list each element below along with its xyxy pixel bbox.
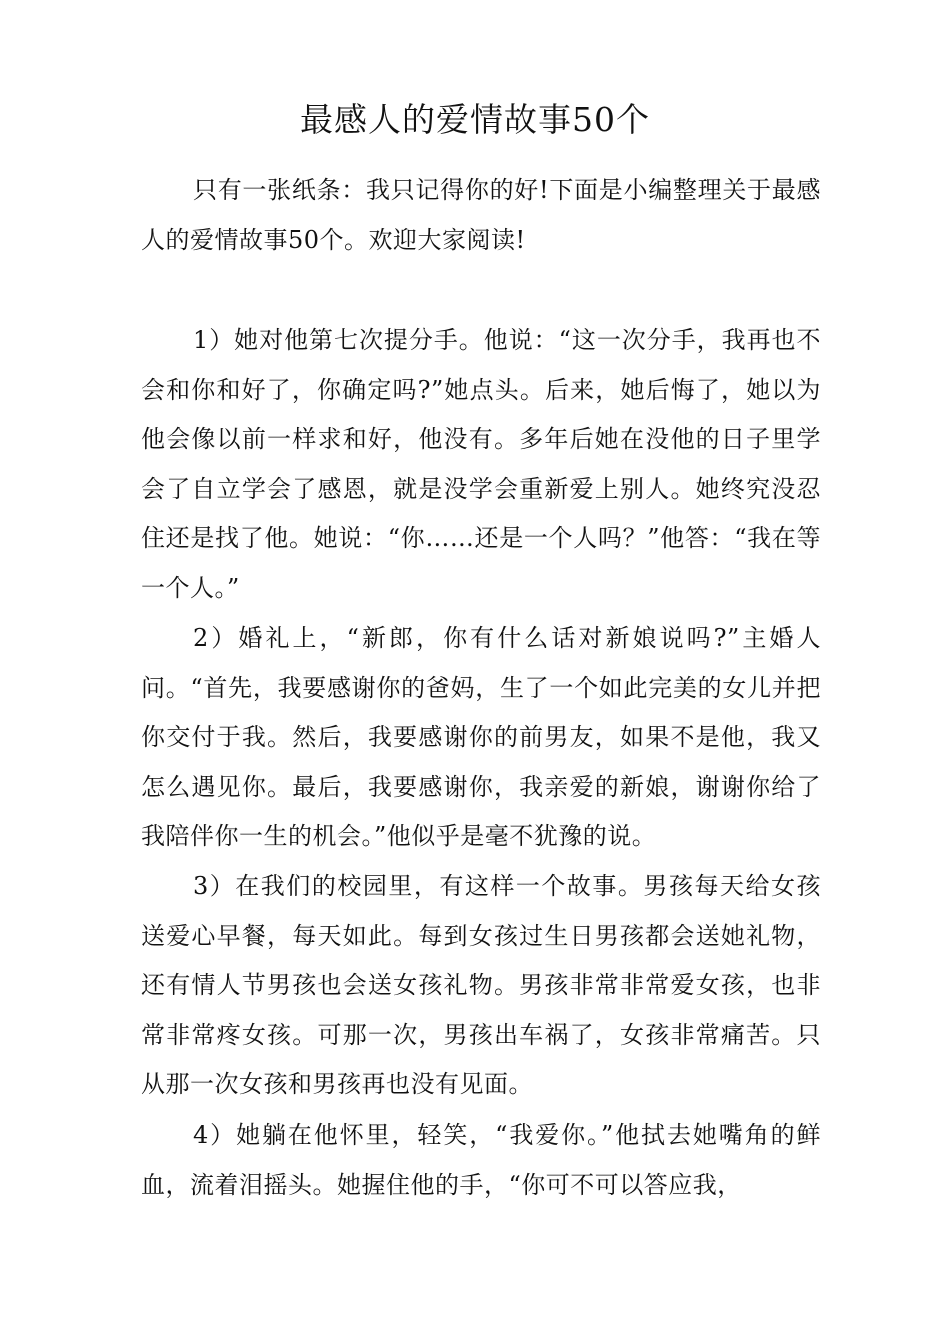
story-paragraph-4: 4）她躺在他怀里，轻笑，“我爱你。”他拭去她嘴角的鲜血，流着泪摇头。她握住他的手，“你可不可以答应我， xyxy=(141,1121,821,1199)
story-paragraph-1: 1）她对他第七次提分手。他说：“这一次分手，我再也不会和你和好了，你确定吗?”她点头。后来，她后悔了，她以为他会像以前一样求和好，他没有。多年后她在没他的日子里学会了自立学会了感恩，就是没学会重新爱上别人。她终究没忍住还是找了他。她说：“你……还是一个人吗？”他答：“我在等一个人。” xyxy=(141,326,821,602)
intro-paragraph: 只有一张纸条：我只记得你的好!下面是小编整理关于最感人的爱情故事50个。欢迎大家阅读! xyxy=(141,176,821,254)
story-paragraph-2: 2）婚礼上，“新郎，你有什么话对新娘说吗?”主婚人问。“首先，我要感谢你的爸妈，生了一个如此完美的女儿并把你交付于我。然后，我要感谢你的前男友，如果不是他，我又怎么遇见你。最后，我要感谢你，我亲爱的新娘，谢谢你给了我陪伴你一生的机会。”他似乎是毫不犹豫的说。 xyxy=(141,624,821,850)
story-paragraph-3: 3）在我们的校园里，有这样一个故事。男孩每天给女孩送爱心早餐，每天如此。每到女孩过生日男孩都会送她礼物，还有情人节男孩也会送女孩礼物。男孩非常非常爱女孩，也非常非常疼女孩。可那一次，男孩出车祸了，女孩非常痛苦。只从那一次女孩和男孩再也没有见面。 xyxy=(141,872,821,1098)
document-title: 最感人的爱情故事50个 xyxy=(300,100,650,139)
